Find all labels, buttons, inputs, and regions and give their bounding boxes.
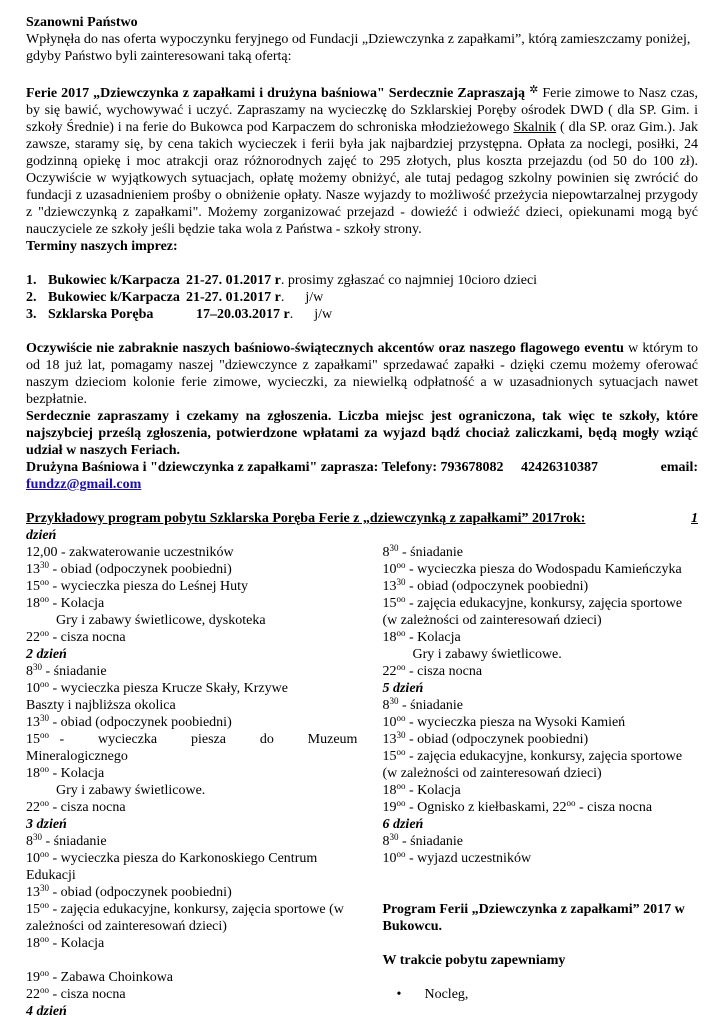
schedule-item: $8^{30}$ - śniadanie <box>26 832 107 849</box>
day-heading: 6 dzień <box>382 817 424 832</box>
skalnik-link[interactable]: Skalnik <box>513 120 557 135</box>
schedule-item: $15^{oo}$ - zajęcia edukacyjne, konkursy, zajęcia sportowe (w zależności od zainteresowań dzieci) <box>382 594 683 628</box>
schedule-item: $10^{oo}$ - wycieczka piesza do Wodospadu Kamieńczyka <box>382 560 682 577</box>
day-heading: 3 dzień <box>26 817 67 832</box>
term-date: 21-27. 01.2017 r <box>186 273 281 288</box>
schedule-item: $10^{oo}$ - wycieczka piesza do Karkonoskiego Centrum Edukacji <box>26 849 318 883</box>
schedule-item: $13^{30}$ - obiad (odpoczynek poobiedni) <box>26 883 232 900</box>
schedule-item: $18^{oo}$ - Kolacja <box>26 594 105 611</box>
term-note: . prosimy zgłaszać co najmniej 10cioro dzieci <box>280 273 538 288</box>
schedule-item: $13^{30}$ - obiad (odpoczynek poobiedni) <box>382 730 589 747</box>
contact-line <box>26 459 698 476</box>
schedule-item: $18^{oo}$ - Kolacja <box>382 628 461 645</box>
sparkle-icon: ✲ <box>529 84 539 96</box>
schedule-item: $19^{oo}$ - Zabawa Choinkowa <box>26 968 174 985</box>
schedule-item: 12,00 - zakwaterowanie uczestników <box>26 545 234 560</box>
term-place: Szklarska Poręba <box>48 307 154 322</box>
term-note: . j/w <box>289 307 333 322</box>
schedule-item: $13^{30}$ - obiad (odpoczynek poobiedni) <box>382 577 589 594</box>
schedule-item: $8^{30}$ - śniadanie <box>382 696 464 713</box>
day-heading: 4 dzień <box>26 1004 67 1019</box>
schedule-item: $13^{30}$ - obiad (odpoczynek poobiedni) <box>26 560 232 577</box>
schedule-item: $8^{30}$ - śniadanie <box>382 543 464 560</box>
schedule-item: $22^{oo}$ - cisza nocna <box>382 662 483 679</box>
list-item <box>26 272 698 289</box>
contact-label: Drużyna Baśniowa i "dziewczynka z zapałkami" zaprasza: Telefony: 793678082 42426310387 <box>26 460 599 475</box>
intro-paragraph: Wpłynęła do nas oferta wypoczynku feryjnego od Fundacji „Dziewczynka z zapałkami”, którą zamieszczamy poniżej, gdyby Państwo byli zainteresowani taką ofertą: <box>26 32 691 64</box>
email-link[interactable]: fundzz@gmail.com <box>26 477 142 492</box>
invite-paragraph: Serdecznie zapraszamy i czekamy na zgłoszenia. Liczba miejsc jest ograniczona, tak więc te szkoły, które najszybciej prześlą zgłoszenia, potwierdzone wpłatami za wyjazd bądź chociaż zaliczkami, będą mogły wziąć udział w naszych Feriach. <box>26 409 698 458</box>
list-item <box>26 306 698 323</box>
schedule-item: $8^{30}$ - śniadanie <box>26 662 107 679</box>
schedule-item: $22^{oo}$ - cisza nocna <box>26 985 126 1002</box>
schedule-item: $10^{oo}$ - wyjazd uczestników <box>382 849 532 866</box>
day-heading: dzień <box>26 528 57 543</box>
schedule-item: $18^{oo}$ - Kolacja <box>382 781 461 798</box>
program-columns <box>26 527 698 1020</box>
schedule-item: $8^{30}$ - śniadanie <box>382 832 464 849</box>
bullet-text: Nocleg, <box>424 987 469 1002</box>
schedule-item: $18^{oo}$ - Kolacja <box>26 764 105 781</box>
events-bold: Oczywiście nie zabraknie naszych baśniowo-świątecznych akcentów oraz naszego flagowego eventu <box>26 341 624 356</box>
list-item <box>26 289 698 306</box>
bullet-icon: • <box>396 987 402 1002</box>
schedule-item: $19^{oo}$ - Ognisko z kiełbaskami, $22^{oo}$ - cisza nocna <box>382 798 653 815</box>
program-title: Przykładowy program pobytu Szklarska Poręba Ferie z „dziewczynką z zapałkami” 2017rok: 1 <box>26 511 698 526</box>
program-left-column <box>26 527 357 1020</box>
schedule-item: $13^{30}$ - obiad (odpoczynek poobiedni) <box>26 713 232 730</box>
schedule-item: $15^{oo}$ - zajęcia edukacyjne, konkursy, zajęcia sportowe (w zależności od zainteresowań dzieci) <box>26 900 344 934</box>
term-number: 3. <box>26 307 37 322</box>
schedule-item: $22^{oo}$ - cisza nocna <box>26 798 126 815</box>
schedule-item: $15^{oo}$ - wycieczka piesza do Leśnej Huty <box>26 577 249 594</box>
provide-heading: W trakcie pobytu zapewniamy <box>382 953 566 968</box>
terms-list <box>26 272 698 323</box>
offer-paragraph <box>26 82 698 238</box>
schedule-item: Gry i zabawy świetlicowe, dyskoteka <box>56 613 266 628</box>
offer-text-after-link: ( dla SP. oraz Gim.). Jak zawsze, staramy się, by cena takich wycieczek i ferii była jak najbardziej przystępna. Opłata za noclegi, posiłki, 24 godzinną opiekę i moc atrakcji oraz różnorodnych zajęć to 295 złotych, plus koszta przejazdu (od 50 do 100 zł). Oczywiście w wyjątkowych sytuacjach, opłatę możemy obniżyć, ale tutaj pedagog szkolny powinien się zwrócić do fundacji z uzasadnieniem prośby o obniżenie opłaty. Nasze wyjazdy to możliwość przeżycia niepowtarzalnej przygody z "dziewczynką z zapałkami". Możemy zorganizować przejazd - dowieźć i odwieźć dzieci, opiekunami mogą być nauczyciele ze szkoły jeśli będzie taka wola z Państwa - szkoły strony. <box>26 120 699 237</box>
term-date: 21-27. 01.2017 r <box>186 290 281 305</box>
schedule-item: Baszty i najbliższa okolica <box>26 698 176 713</box>
schedule-item: $15^{oo}$ - zajęcia edukacyjne, konkursy, zajęcia sportowe (w zależności od zainteresowań dzieci) <box>382 747 683 781</box>
events-rest: w którym to od 18 już lat, pomagamy naszej "dziewczynce z zapałkami" sprzedawać zapałki - dzięki czemu możemy oferować naszym dzieciom kolonie ferie zimowe, wycieczki, za niewielką odpłatność a w uzasadnionych sytuacjach nawet bezpłatnie. <box>26 341 698 407</box>
day-heading: 2 dzień <box>26 647 67 662</box>
term-number: 1. <box>26 273 37 288</box>
term-place: Bukowiec k/Karpacza <box>48 273 180 288</box>
bukowiec-program-title: Program Ferii „Dziewczynka z zapałkami” 2017 w Bukowcu. <box>382 902 685 934</box>
schedule-item: $22^{oo}$ - cisza nocna <box>26 628 126 645</box>
schedule-item: $18^{oo}$ - Kolacja <box>26 934 105 951</box>
schedule-item: Gry i zabawy świetlicowe. <box>412 647 562 662</box>
list-item <box>396 986 698 1003</box>
schedule-item: $10^{oo}$ - wycieczka piesza Krucze Skały, Krzywe <box>26 679 288 696</box>
schedule-item: $15^{oo}$ - wycieczka piesza do Muzeum <box>26 730 358 747</box>
email-label: email: <box>660 460 698 475</box>
offer-text-before-link: Ferie zimowe to Nasz czas, by się bawić, wychowywać i uczyć. Zapraszamy na wycieczkę do Szklarskiej Poręby ośrodek DWD ( dla SP. Gim. i szkoły Średnie) i na ferie do Bukowca pod Karpaczem do schroniska młodzieżowego <box>26 86 699 135</box>
term-note: . j/w <box>280 290 324 305</box>
program-right-column <box>382 527 698 1020</box>
day-heading: 5 dzień <box>382 681 424 696</box>
term-place: Bukowiec k/Karpacza <box>48 290 180 305</box>
greeting: Szanowni Państwo <box>26 15 138 30</box>
terms-heading: Terminy naszych imprez: <box>26 239 178 254</box>
term-number: 2. <box>26 290 37 305</box>
term-date: 17–20.03.2017 r <box>196 307 290 322</box>
schedule-item: Mineralogicznego <box>26 749 128 764</box>
schedule-item: Gry i zabawy świetlicowe. <box>56 783 206 798</box>
events-paragraph <box>26 340 698 408</box>
offer-headline: Ferie 2017 „Dziewczynka z zapałkami i drużyna baśniowa" Serdecznie Zapraszają <box>26 86 526 101</box>
document-page <box>26 14 698 1020</box>
schedule-item: $10^{oo}$ - wycieczka piesza na Wysoki Kamień <box>382 713 626 730</box>
